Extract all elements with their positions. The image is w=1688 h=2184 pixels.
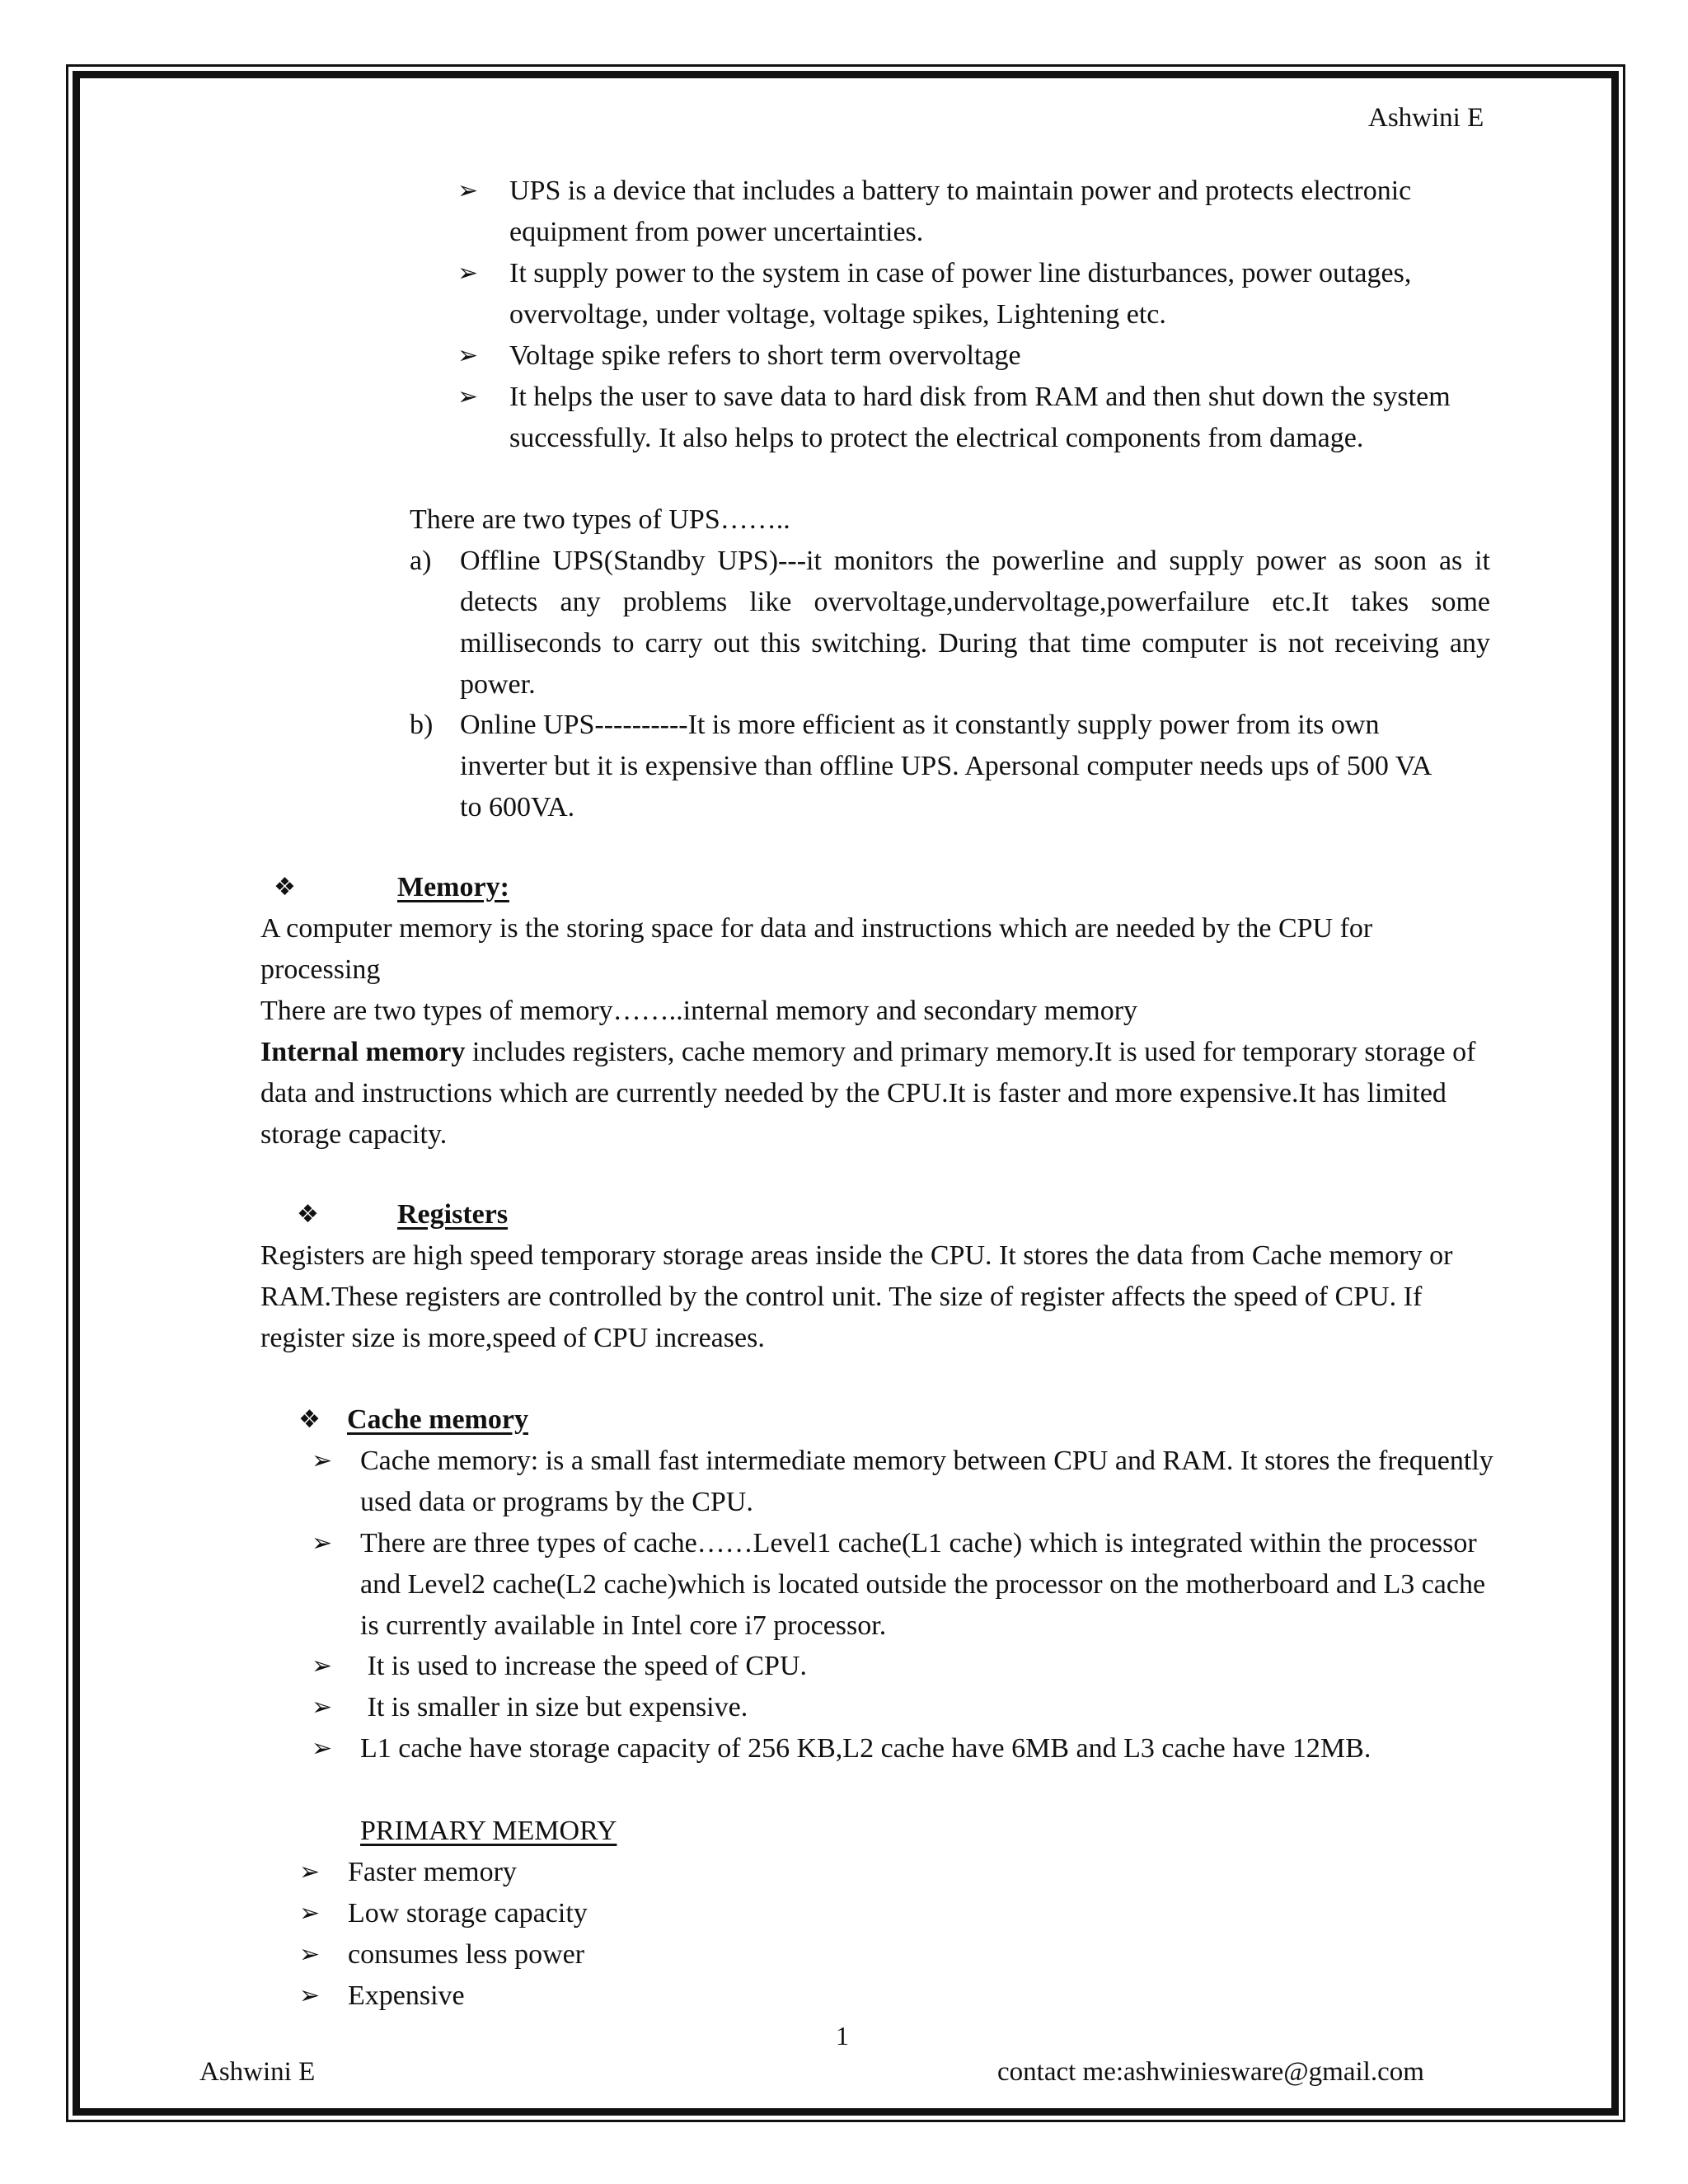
diamond-bullet-icon: ❖ [274, 873, 296, 902]
cache-bullet-3: It is used to increase the speed of CPU. [360, 1651, 807, 1681]
arrow-bullet-icon: ➢ [312, 1446, 333, 1475]
footer-contact: contact me:ashwiniesware@gmail.com [997, 2057, 1424, 2087]
internal-memory-text: includes registers, cache memory and primary memory.It is used for temporary storage of data and instructions which are currently needed by the CPU.It is faster and more expensive.It has limited storage capacity. [260, 1037, 1476, 1150]
internal-memory-term: Internal memory [260, 1037, 466, 1067]
ups-type-b-marker: b) [410, 710, 434, 740]
ups-bullet-2: It supply power to the system in case of power line disturbances, power outages, overvoltage, under voltage, voltage spikes, Lightening etc. [509, 258, 1412, 330]
memory-para-1: A computer memory is the storing space for data and instructions which are needed by the CPU for processing [260, 913, 1373, 985]
arrow-bullet-icon: ➢ [457, 341, 479, 370]
primary-memory-heading: PRIMARY MEMORY [360, 1816, 617, 1846]
primary-bullet-1: Faster memory [348, 1857, 517, 1887]
ups-type-a-marker: a) [410, 546, 432, 576]
ups-type-a: Offline UPS(Standby UPS)---it monitors the powerline and supply power as soon as it detects any problems like overvoltage,undervoltage,powerfailure etc.It takes some milliseconds to carry out this switching. During that time computer is not receiving any power. [460, 546, 1490, 700]
cache-bullet-2: There are three types of cache……Level1 cache(L1 cache) which is integrated within the processor and Level2 cache(L2 cache)which is located outside the processor on the motherboard and L3 cache is currently available in Intel core i7 processor. [360, 1528, 1486, 1641]
primary-bullet-2: Low storage capacity [348, 1898, 588, 1929]
registers-para: Registers are high speed temporary storage areas inside the CPU. It stores the data from Cache memory or RAM.These registers are controlled by the control unit. The size of register affects the speed of CPU. If register size is more,speed of CPU increases. [260, 1240, 1453, 1353]
arrow-bullet-icon: ➢ [457, 382, 479, 411]
arrow-bullet-icon: ➢ [457, 259, 479, 288]
primary-bullet-3: consumes less power [348, 1939, 585, 1970]
arrow-bullet-icon: ➢ [299, 1899, 321, 1928]
footer-author: Ashwini E [199, 2057, 316, 2087]
diamond-bullet-icon: ❖ [297, 1200, 319, 1229]
cache-bullet-1: Cache memory: is a small fast intermediate memory between CPU and RAM. It stores the frequently used data or programs by the CPU. [360, 1446, 1493, 1517]
arrow-bullet-icon: ➢ [299, 1858, 321, 1886]
ups-type-b: Online UPS----------It is more efficient as it constantly supply power from its own inverter but it is expensive than offline UPS. Apersonal computer needs ups of 500 VA to 600VA. [460, 710, 1431, 823]
arrow-bullet-icon: ➢ [312, 1652, 333, 1680]
ups-bullet-3: Voltage spike refers to short term overvoltage [509, 340, 1021, 371]
registers-heading: Registers [397, 1199, 509, 1230]
arrow-bullet-icon: ➢ [312, 1734, 333, 1763]
cache-heading: Cache memory [347, 1404, 528, 1435]
cache-bullet-5: L1 cache have storage capacity of 256 KB,L2 cache have 6MB and L3 cache have 12MB. [360, 1733, 1372, 1764]
internal-memory-para [260, 1032, 1497, 1155]
arrow-bullet-icon: ➢ [312, 1693, 333, 1722]
memory-para-2: There are two types of memory……..internal memory and secondary memory [260, 996, 1138, 1026]
header-author: Ashwini E [1368, 103, 1484, 133]
diamond-bullet-icon: ❖ [298, 1405, 321, 1434]
memory-heading: Memory: [397, 872, 509, 902]
ups-bullet-1: UPS is a device that includes a battery to maintain power and protects electronic equipment from power uncertainties. [509, 176, 1412, 247]
cache-bullet-4: It is smaller in size but expensive. [360, 1692, 748, 1722]
page-number: 1 [836, 2021, 849, 2050]
primary-bullet-4: Expensive [348, 1980, 465, 2011]
arrow-bullet-icon: ➢ [312, 1529, 333, 1558]
arrow-bullet-icon: ➢ [299, 1981, 321, 2010]
ups-types-intro: There are two types of UPS…….. [410, 504, 790, 535]
arrow-bullet-icon: ➢ [299, 1940, 321, 1969]
arrow-bullet-icon: ➢ [457, 176, 479, 205]
ups-bullet-4: It helps the user to save data to hard disk from RAM and then shut down the system successfully. It also helps to protect the electrical components from damage. [509, 382, 1451, 453]
